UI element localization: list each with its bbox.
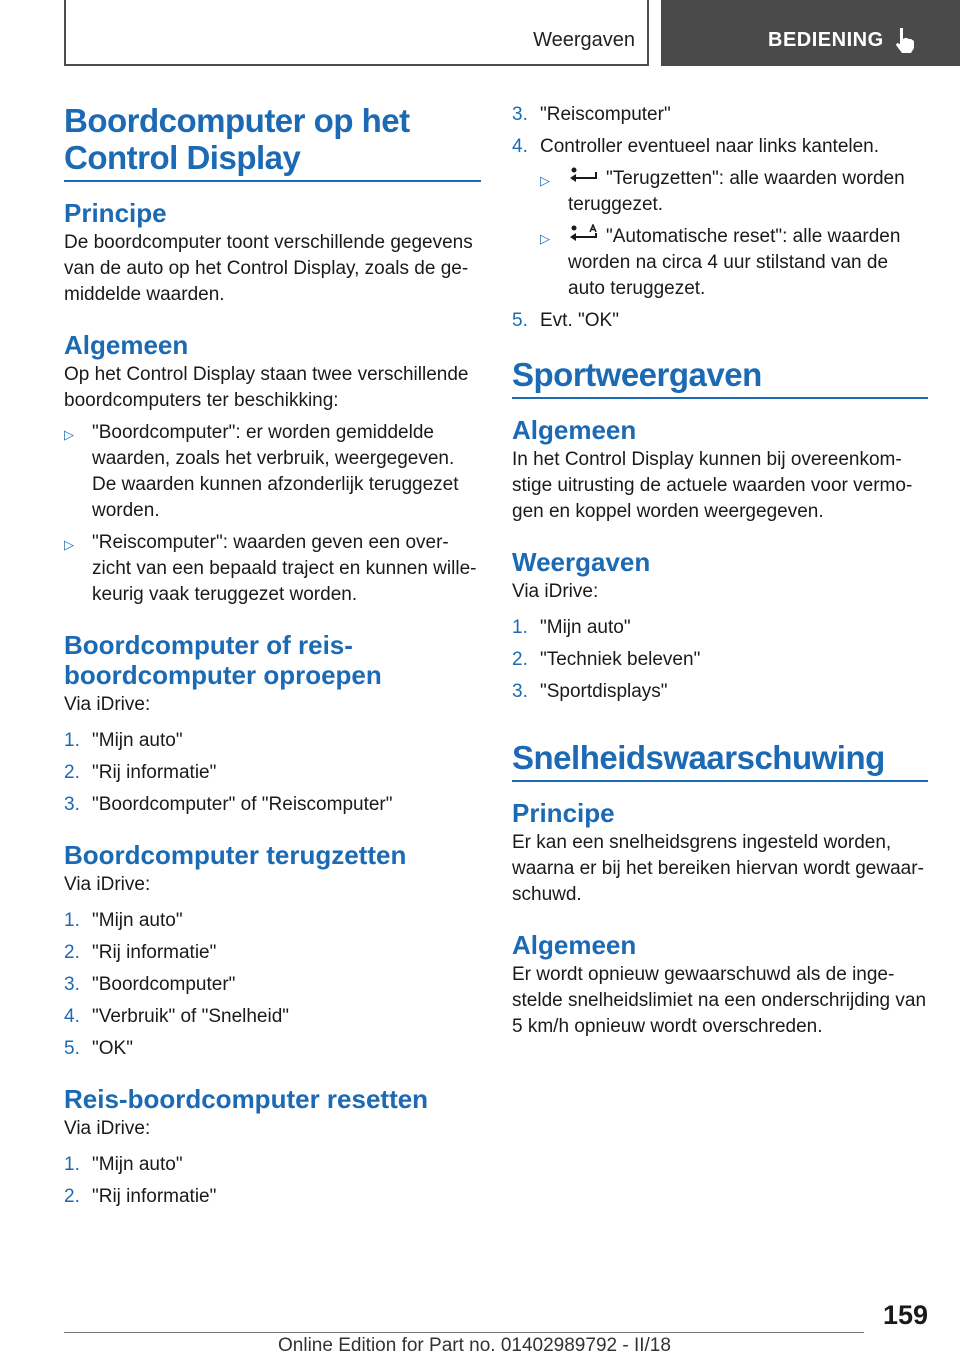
list-item (512, 102, 928, 128)
weergaven-heading: Weergaven (512, 547, 651, 577)
resetten-via: Via iDrive: (64, 1118, 151, 1139)
sport-algemeen-heading: Algemeen (512, 415, 637, 445)
step-text: "Mijn auto" (92, 730, 183, 751)
page-number: 159 (882, 1300, 928, 1330)
bullet-text: "Boordcomputer": er worden gemiddelde waarden, zoals het verbruik, weergegeven. De waarden kunnen afzonderlijk teruggezet worden. (92, 422, 459, 521)
step-number: 1. (64, 730, 80, 751)
step-number: 4. (512, 136, 528, 157)
algemeen-heading: Algemeen (64, 330, 189, 360)
list-item (64, 1004, 481, 1030)
weergaven-steps (512, 615, 928, 705)
footer-divider (64, 1332, 864, 1333)
terugzetten-steps (64, 908, 481, 1062)
principe-heading: Principe (64, 198, 167, 228)
step-number: 3. (64, 974, 80, 995)
list-item (540, 224, 928, 302)
pointing-hand-icon (893, 26, 919, 54)
principe-text: De boordcomputer toont verschillende gegevens van de auto op het Control Display, zoals de gemiddelde waarden. (64, 232, 473, 305)
list-item (64, 972, 481, 998)
list-item (64, 940, 481, 966)
oproepen-steps (64, 728, 481, 818)
reset-arrow-icon (568, 166, 600, 186)
list-item (512, 134, 928, 160)
resetten-heading: Reis-boordcomputer resetten (64, 1084, 429, 1114)
step-text: "OK" (92, 1038, 133, 1059)
list-item (64, 1036, 481, 1062)
step-text: "Boordcomputer" of "Reiscomputer" (92, 794, 393, 815)
step-number: 3. (64, 794, 80, 815)
sport-title: Sportweergaven (512, 356, 928, 399)
snelheid-algemeen-heading: Algemeen (512, 930, 637, 960)
step-text: "Reiscomputer" (540, 104, 671, 125)
list-item (512, 615, 928, 641)
header-section-box (64, 0, 649, 66)
step-number: 3. (512, 104, 528, 125)
auto-reset-icon (568, 224, 600, 244)
sub-bullet-text: "Terugzetten": alle waarden worden teruggezet. (568, 168, 905, 215)
step-text: "Rij informatie" (92, 762, 217, 783)
step-number: 4. (64, 1006, 80, 1027)
list-item (512, 679, 928, 705)
header-chapter-box (661, 0, 960, 66)
step-text: "Mijn auto" (92, 910, 183, 931)
list-item (64, 728, 481, 754)
bullet-marker: ▷ (64, 427, 74, 442)
list-item (64, 1152, 481, 1178)
header-chapter-title: BEDIENING (768, 29, 884, 51)
snelheid-principe-heading: Principe (512, 798, 615, 828)
list-item (64, 760, 481, 786)
step-text: "Verbruik" of "Snelheid" (92, 1006, 290, 1027)
terugzetten-heading: Boordcomputer terugzetten (64, 840, 407, 870)
list-item (64, 420, 481, 524)
bullet-marker: ▷ (540, 173, 550, 188)
right-column (512, 102, 928, 1040)
bullet-text: "Reiscomputer": waarden geven een overzicht van een bepaald traject en kunnen willekeurig vaak teruggezet worden. (92, 532, 477, 605)
list-item (540, 166, 928, 218)
snelheid-title: Snelheidswaarschuwing (512, 739, 928, 782)
step-text: "Boordcomputer" (92, 974, 236, 995)
bullet-marker: ▷ (540, 231, 550, 246)
step-text: Evt. "OK" (540, 310, 619, 331)
step-text: "Rij informatie" (92, 942, 217, 963)
step-text: "Mijn auto" (540, 617, 631, 638)
list-item (64, 530, 481, 608)
oproepen-via: Via iDrive: (64, 694, 151, 715)
weergaven-via: Via iDrive: (512, 581, 599, 602)
step-number: 2. (64, 762, 80, 783)
list-item (64, 908, 481, 934)
list-item (64, 1184, 481, 1210)
list-item (512, 647, 928, 673)
list-item (512, 308, 928, 334)
step-number: 1. (64, 910, 80, 931)
terugzetten-via: Via iDrive: (64, 874, 151, 895)
step-number: 2. (64, 1186, 80, 1207)
header-section-title: Weergaven (533, 29, 635, 51)
step-text: "Rij informatie" (92, 1186, 217, 1207)
step-number: 1. (512, 617, 528, 638)
step-number: 2. (64, 942, 80, 963)
sport-algemeen-text: In het Control Display kunnen bij overeenkomstige uitrusting de actuele waarden voor vermogen en koppel worden weergegeven. (512, 449, 913, 522)
resetten-steps (64, 1152, 481, 1210)
list-item (64, 792, 481, 818)
left-column (64, 102, 481, 1210)
step-text: Controller eventueel naar links kantelen. (540, 136, 880, 157)
oproepen-heading: Boordcomputer of reisboordcomputer oproepen (64, 630, 382, 690)
page-title: Boordcomputer op het Control Display (64, 102, 481, 182)
step-text: "Sportdisplays" (540, 681, 668, 702)
footer-edition: Online Edition for Part no. 01402989792 - II/18 (278, 1335, 671, 1356)
snelheid-principe-text: Er kan een snelheidsgrens ingesteld worden, waarna er bij het bereiken hiervan wordt gewaarschuwd. (512, 832, 924, 905)
bullet-marker: ▷ (64, 537, 74, 552)
step-number: 2. (512, 649, 528, 670)
sub-bullet-text: "Automatische reset": alle waarden worden na circa 4 uur stilstand van de auto teruggezet. (568, 226, 901, 299)
snelheid-algemeen-text: Er wordt opnieuw gewaarschuwd als de ingestelde snelheidslimiet na een onderschrijding van 5 km/h opnieuw wordt overschreden. (512, 964, 927, 1037)
algemeen-text: Op het Control Display staan twee verschillende boordcomputers ter beschikking: (64, 364, 469, 411)
step-number: 1. (64, 1154, 80, 1175)
step-text: "Techniek beleven" (540, 649, 701, 670)
step-number: 3. (512, 681, 528, 702)
step-number: 5. (64, 1038, 80, 1059)
step-text: "Mijn auto" (92, 1154, 183, 1175)
step-number: 5. (512, 310, 528, 331)
